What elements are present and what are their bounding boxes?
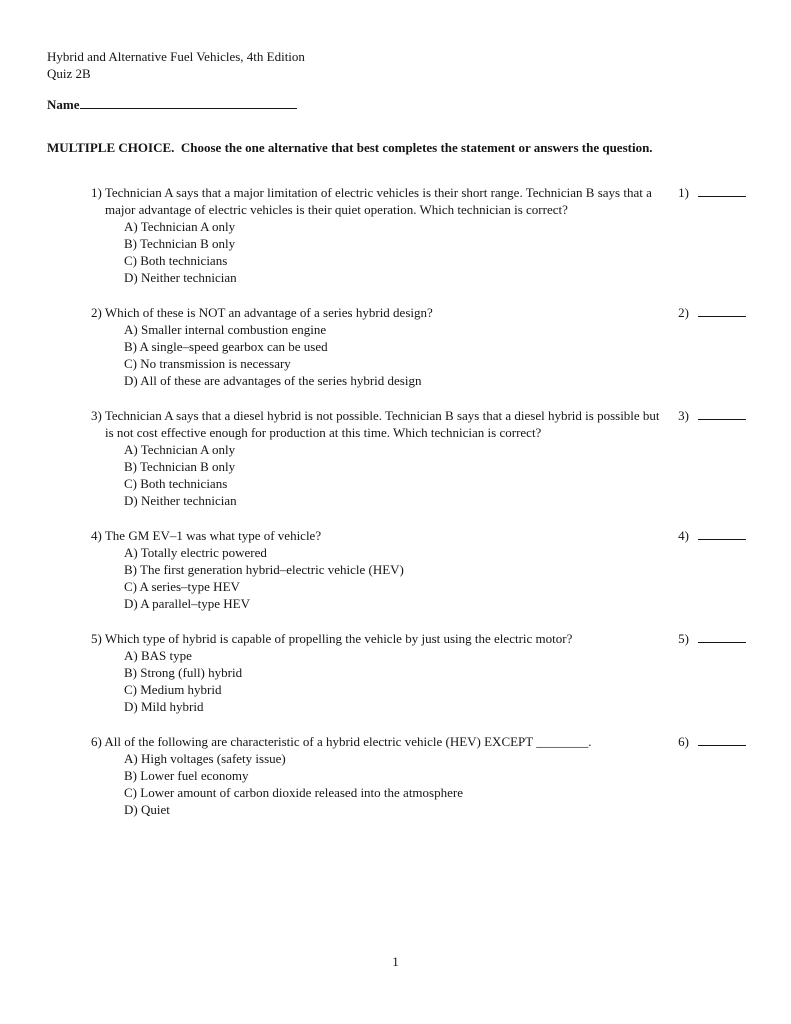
question-option: C) Both technicians	[124, 476, 228, 491]
question-option: D) Mild hybrid	[124, 699, 204, 714]
question-options	[91, 750, 746, 818]
question-options	[91, 647, 746, 715]
question-option: A) Technician A only	[124, 442, 236, 457]
question-main	[91, 184, 666, 218]
answer-area	[678, 733, 746, 750]
question-option: A) Technician A only	[124, 219, 236, 234]
answer-number: 3)	[678, 408, 689, 423]
question-option: A) Smaller internal combustion engine	[124, 322, 327, 337]
answer-area	[678, 527, 746, 544]
question-block	[91, 527, 746, 612]
question-option: A) High voltages (safety issue)	[124, 751, 286, 766]
question-option: B) The first generation hybrid–electric vehicle (HEV)	[124, 562, 404, 577]
answer-number: 1)	[678, 185, 689, 200]
answer-blank[interactable]	[698, 528, 746, 540]
question-main	[91, 407, 666, 441]
question-option: C) A series–type HEV	[124, 579, 240, 594]
question-option: D) All of these are advantages of the series hybrid design	[124, 373, 422, 388]
answer-blank[interactable]	[698, 408, 746, 420]
answer-area	[678, 304, 746, 321]
question-block	[91, 304, 746, 389]
question-main	[91, 630, 666, 647]
question-option: B) Technician B only	[124, 459, 236, 474]
question-option: C) Both technicians	[124, 253, 228, 268]
question-text: All of the following are characteristic of a hybrid electric vehicle (HEV) EXCEPT ________.	[104, 734, 592, 749]
question-text: The GM EV–1 was what type of vehicle?	[104, 528, 322, 543]
question-options	[91, 218, 746, 286]
question-text: Which of these is NOT an advantage of a series hybrid design?	[104, 305, 433, 320]
doc-title: Hybrid and Alternative Fuel Vehicles, 4th Edition	[47, 49, 305, 64]
answer-blank[interactable]	[698, 631, 746, 643]
question-main	[91, 304, 666, 321]
question-option: B) Technician B only	[124, 236, 236, 251]
question-main	[91, 733, 666, 750]
question-option: D) Neither technician	[124, 270, 237, 285]
question-main	[91, 527, 666, 544]
answer-area	[678, 184, 746, 201]
question-option: C) No transmission is necessary	[124, 356, 291, 371]
answer-number: 5)	[678, 631, 689, 646]
question-options	[91, 544, 746, 612]
question-option: C) Medium hybrid	[124, 682, 222, 697]
question-option: D) Quiet	[124, 802, 170, 817]
question-option: B) Lower fuel economy	[124, 768, 249, 783]
name-label: Name	[47, 97, 80, 112]
question-options	[91, 441, 746, 509]
name-input-line[interactable]	[80, 96, 297, 109]
question-number: 1)	[91, 185, 102, 200]
question-options	[91, 321, 746, 389]
questions-list	[91, 184, 746, 818]
question-text: Technician A says that a major limitation of electric vehicles is their short range. Technician B says that a major advantage of electric vehicles is their quiet operation. Which technician is correct?	[104, 185, 652, 217]
question-option: D) Neither technician	[124, 493, 237, 508]
answer-number: 6)	[678, 734, 689, 749]
question-number: 3)	[91, 408, 102, 423]
question-option: C) Lower amount of carbon dioxide released into the atmosphere	[124, 785, 463, 800]
question-option: B) A single–speed gearbox can be used	[124, 339, 328, 354]
name-row	[47, 96, 746, 113]
page-number: 1	[392, 954, 399, 969]
question-number: 6)	[91, 734, 102, 749]
question-block	[91, 630, 746, 715]
answer-number: 2)	[678, 305, 689, 320]
question-number: 5)	[91, 631, 102, 646]
instructions: MULTIPLE CHOICE. Choose the one alternative that best completes the statement or answers the question.	[47, 140, 653, 155]
question-option: A) Totally electric powered	[124, 545, 267, 560]
answer-blank[interactable]	[698, 734, 746, 746]
question-block	[91, 407, 746, 509]
answer-blank[interactable]	[698, 305, 746, 317]
question-option: A) BAS type	[124, 648, 192, 663]
question-number: 2)	[91, 305, 102, 320]
question-option: B) Strong (full) hybrid	[124, 665, 243, 680]
answer-number: 4)	[678, 528, 689, 543]
question-block	[91, 733, 746, 818]
question-text: Which type of hybrid is capable of propelling the vehicle by just using the electric motor?	[104, 631, 573, 646]
question-number: 4)	[91, 528, 102, 543]
answer-blank[interactable]	[698, 185, 746, 197]
answer-area	[678, 630, 746, 647]
quiz-number: Quiz 2B	[47, 66, 91, 81]
question-option: D) A parallel–type HEV	[124, 596, 250, 611]
question-block	[91, 184, 746, 286]
question-text: Technician A says that a diesel hybrid is not possible. Technician B says that a diesel hybrid is possible but is not cost effective enough for production at this time. Which technician is correct?	[104, 408, 660, 440]
answer-area	[678, 407, 746, 424]
